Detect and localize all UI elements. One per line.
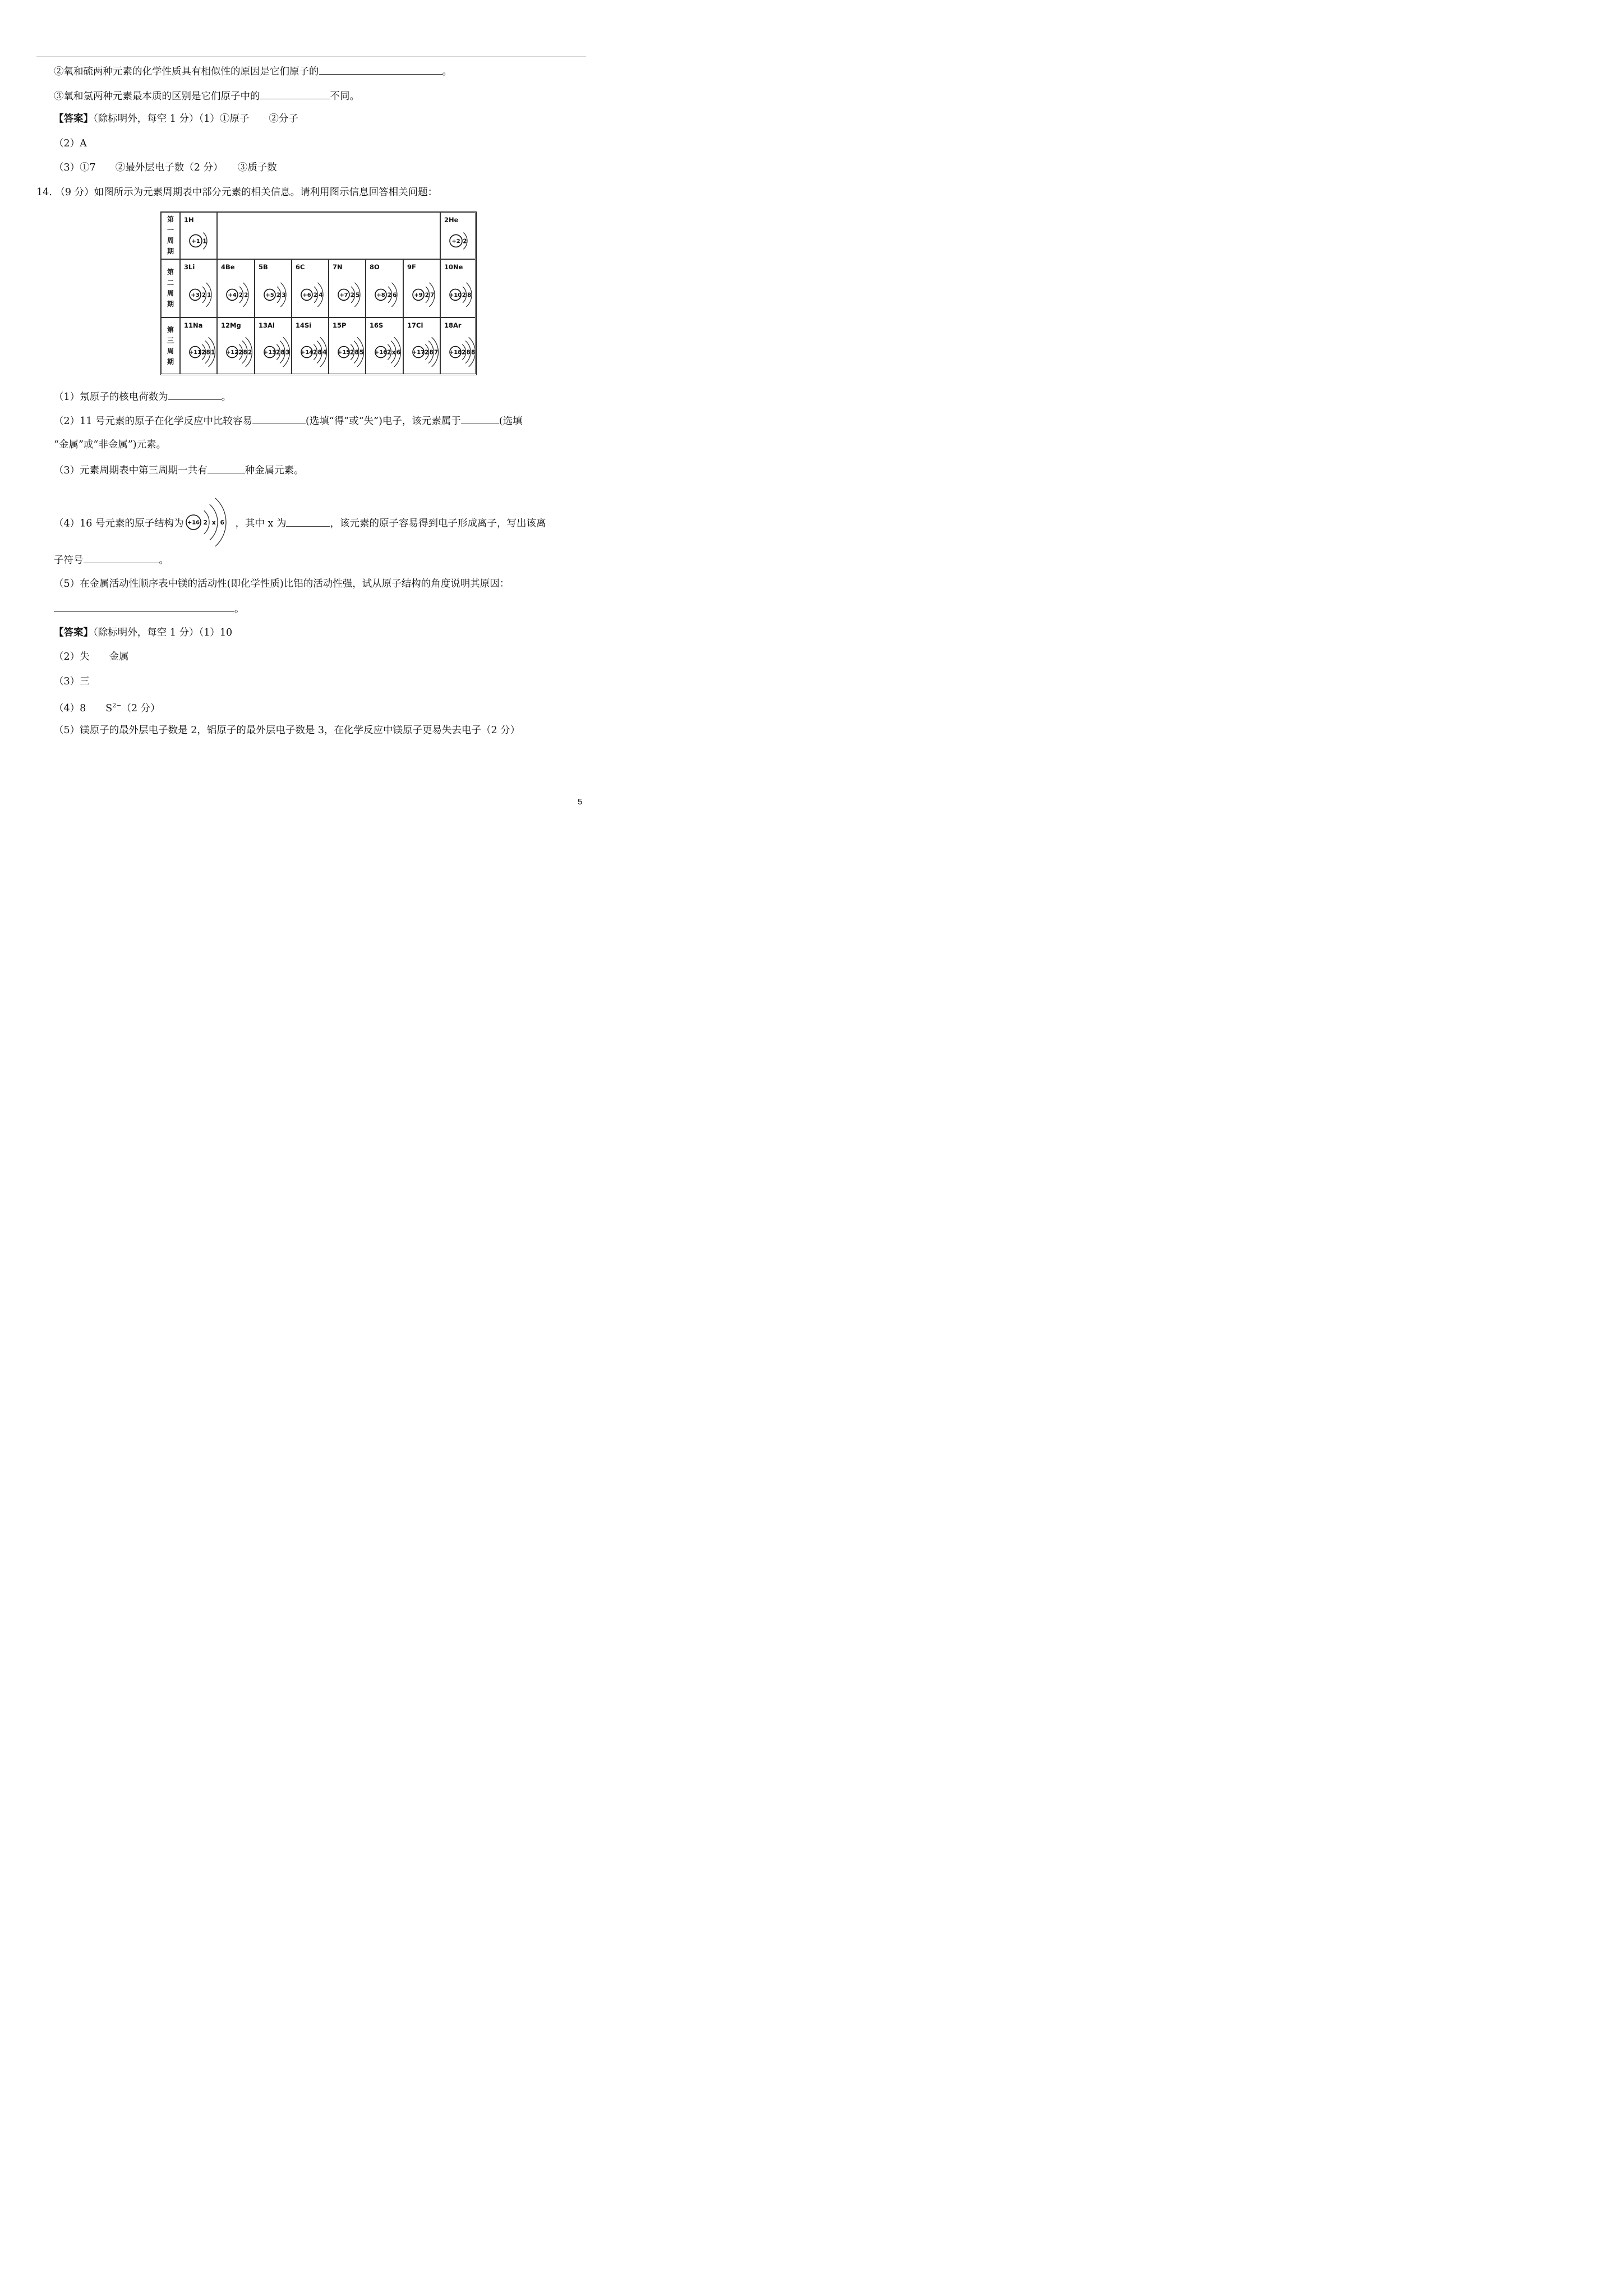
q14-2-text-c: (选填	[499, 416, 523, 427]
shell-electron-count: 2	[313, 349, 317, 356]
atom-structure-diagram	[329, 318, 365, 374]
element-cell	[403, 318, 440, 374]
period-label	[161, 318, 180, 374]
shell-electron-count: 6	[396, 349, 401, 356]
nuclear-charge: +5	[265, 292, 274, 298]
shell-electron-count: 2	[313, 292, 317, 299]
q13-answer-3: （3）①7 ②最外层电子数（2 分） ③质子数	[54, 162, 277, 173]
atom-structure-diagram	[441, 318, 475, 374]
nuclear-charge: +8	[376, 292, 385, 298]
answer-blank	[208, 463, 245, 473]
shell-electron-count: 7	[434, 349, 439, 356]
q14-5-cont	[54, 601, 245, 616]
element-cell	[440, 318, 476, 374]
shell-electron-count: 2	[462, 349, 466, 356]
element-symbol: 10Ne	[444, 263, 463, 271]
atom-structure-diagram	[404, 260, 440, 317]
atom-structure-diagram	[329, 260, 365, 317]
nuclear-charge: +11	[188, 349, 202, 356]
answer-text: （除标明外，每空 1 分）（1）10	[93, 627, 233, 638]
atom-structure-diagram	[181, 318, 216, 374]
q14-title: 14. （9 分）如图所示为元素周期表中部分元素的相关信息。请利用图示信息回答相关问题：	[36, 187, 438, 198]
nuclear-charge: +4	[228, 292, 237, 298]
shell-electron-count: 7	[430, 292, 435, 299]
shell-electron-count: 5	[356, 292, 360, 299]
shell-electron-count: 6	[393, 292, 397, 299]
atom-structure-diagram	[181, 260, 216, 317]
nuclear-charge: +16	[374, 349, 388, 356]
q14-answer-4	[54, 699, 160, 715]
q13-line-2	[54, 63, 452, 79]
element-cell	[217, 318, 255, 374]
atom-structure-diagram	[218, 260, 254, 317]
shell-electron-count: 8	[466, 349, 471, 356]
nuclear-charge: +10	[449, 292, 462, 298]
punct: 。	[442, 66, 452, 77]
nuclear-charge: +12	[225, 349, 239, 356]
q13-line-3	[54, 88, 359, 103]
period-label	[161, 259, 180, 318]
period-label-char: 三	[167, 336, 174, 344]
q14-4-text-c: ，该元素的原子容易得到电子形成离子，写出该离	[330, 518, 546, 530]
atom-structure-diagram	[292, 318, 328, 374]
q14-2-cont: “金属”或“非金属”)元素。	[54, 439, 167, 450]
shell-electron-count: 3	[282, 292, 286, 299]
element-symbol: 16S	[370, 321, 384, 329]
atom-structure-diagram	[366, 318, 403, 374]
element-cell	[366, 318, 403, 374]
period-label-char: 周	[167, 289, 174, 297]
period-label-char: 期	[167, 357, 174, 366]
q14-3-text-b: 种金属元素。	[245, 465, 304, 476]
q14-1-text: （1）氖原子的核电荷数为	[54, 392, 168, 403]
element-symbol: 14Si	[296, 321, 312, 329]
element-cell	[255, 318, 292, 374]
shell-electron-count: 2	[238, 349, 243, 356]
shell-electron-count: 8	[280, 349, 285, 356]
answer-tag: 【答案】	[54, 627, 93, 638]
atom-structure-diagram	[292, 260, 328, 317]
shell-electron-count: 2	[350, 349, 354, 356]
shell-electron-count: 8	[317, 349, 322, 356]
period-label-char: 期	[167, 300, 174, 308]
q14-2	[54, 413, 523, 428]
element-cell	[292, 318, 329, 374]
period-label-char: 周	[167, 237, 174, 245]
shell-electron-count: 6	[220, 519, 225, 526]
nuclear-charge: +13	[263, 349, 276, 356]
shell-electron-count: 8	[206, 349, 210, 356]
q14-4-text-a: （4）16 号元素的原子结构为	[54, 518, 184, 530]
answer-tag: 【答案】	[54, 113, 93, 125]
nuclear-charge: +9	[414, 292, 423, 298]
nuclear-charge: +7	[339, 292, 348, 298]
element-cell	[403, 259, 440, 318]
q14-answer-1	[54, 626, 232, 639]
period-label-char: 第	[167, 325, 174, 334]
answer-blank	[84, 553, 159, 563]
shell-electron-count: 2	[244, 292, 248, 299]
element-cell	[440, 212, 476, 259]
element-cell	[217, 259, 255, 318]
nuclear-charge: +18	[449, 349, 462, 356]
element-symbol: 8O	[370, 263, 380, 271]
answer-blank	[461, 413, 499, 424]
nuclear-charge: +2	[451, 238, 460, 245]
shell-electron-count: 8	[354, 349, 359, 356]
atom-structure-diagram	[441, 213, 475, 259]
shell-electron-count: 8	[467, 292, 472, 299]
q14-4-text-b: ，其中 x 为	[235, 518, 287, 530]
element-cell	[255, 259, 292, 318]
shell-electron-count: 4	[319, 292, 323, 299]
shell-electron-count: 2	[425, 292, 429, 299]
punct: 不同。	[330, 91, 359, 102]
atom-structure-diagram	[255, 260, 291, 317]
shell-electron-count: 4	[322, 349, 327, 356]
atom-structure-diagram	[441, 260, 475, 317]
q14-5: （5）在金属活动性顺序表中镁的活动性(即化学性质)比铝的活动性强，试从原子结构的角度说明其原因：	[54, 578, 510, 590]
shell-electron-count: 2	[425, 349, 429, 356]
nuclear-charge: +6	[302, 292, 311, 298]
punct: 。	[234, 604, 245, 615]
shell-electron-count: 2	[387, 349, 391, 356]
answer-blank	[252, 413, 306, 424]
q14-3-text-a: （3）元素周期表中第三周期一共有	[54, 465, 208, 476]
answer-blank	[286, 516, 330, 527]
shell-electron-count: 2	[201, 292, 206, 299]
element-cell	[329, 318, 366, 374]
shell-electron-count: 2	[276, 349, 280, 356]
punct: 。	[159, 555, 169, 566]
answer-blank	[260, 88, 330, 99]
punct: 。	[221, 392, 232, 403]
period-label-char: 第	[167, 268, 174, 276]
period-label-char: 周	[167, 347, 174, 355]
shell-electron-count: 1	[211, 349, 215, 356]
shell-electron-count: 2	[387, 292, 391, 299]
atom-structure-diagram	[366, 260, 403, 317]
element-symbol: 2He	[444, 216, 459, 224]
element-symbol: 13Al	[259, 321, 275, 329]
shell-electron-count: 1	[202, 238, 207, 245]
nuclear-charge: +3	[191, 292, 200, 298]
ion-charge: 2−	[112, 702, 122, 709]
element-symbol: 1H	[184, 216, 194, 224]
element-cell	[180, 318, 217, 374]
element-cell	[440, 259, 476, 318]
shell-electron-count: 2	[204, 519, 208, 526]
shell-electron-count: 2	[238, 292, 243, 299]
answer-text: （2 分）	[121, 702, 160, 714]
element-cell	[180, 259, 217, 318]
q14-2-text-b: (选填“得”或“失”)电子，该元素属于	[305, 416, 461, 427]
q13-2-text: ②氧和硫两种元素的化学性质具有相似性的原因是它们原子的	[54, 66, 319, 77]
q13-answer-2: （2）A	[54, 138, 87, 149]
element-cell	[366, 259, 403, 318]
q14-2-text-a: （2）11 号元素的原子在化学反应中比较容易	[54, 416, 252, 427]
shell-electron-count: 2	[462, 292, 466, 299]
element-cell	[292, 259, 329, 318]
page-number: 5	[578, 797, 583, 807]
empty-period-span	[217, 212, 440, 259]
answer-text: （除标明外，每空 1 分）（1）①原子 ②分子	[93, 113, 298, 125]
shell-electron-count: 2	[201, 349, 206, 356]
nuclear-charge: +16	[187, 519, 200, 526]
element-symbol: 12Mg	[221, 321, 241, 329]
shell-electron-count: 2	[248, 349, 252, 356]
shell-electron-count: 8	[429, 349, 434, 356]
element-symbol: 11Na	[184, 321, 203, 329]
atom-structure-diagram	[181, 213, 216, 259]
element-symbol: 18Ar	[444, 321, 462, 329]
answer-blank	[319, 63, 442, 75]
element-symbol: 5B	[259, 263, 268, 271]
q14-4-text-d: 子符号	[54, 555, 84, 566]
answer-text: （4）8 S	[54, 702, 113, 714]
element-cell	[329, 259, 366, 318]
q14-4-cont	[54, 553, 169, 567]
shell-electron-count: 2	[463, 238, 467, 245]
element-symbol: 6C	[296, 263, 305, 271]
period-label	[161, 212, 180, 259]
period-label-char: 期	[167, 247, 174, 255]
atom-structure-diagram	[218, 318, 254, 374]
sulfur-atom-diagram	[183, 505, 235, 540]
element-symbol: 17Cl	[407, 321, 423, 329]
element-symbol: 9F	[407, 263, 416, 271]
shell-electron-count: 8	[243, 349, 247, 356]
shell-electron-count: 5	[359, 349, 364, 356]
atom-structure-diagram	[255, 318, 291, 374]
element-symbol: 7N	[333, 263, 343, 271]
q14-answer-5: （5）镁原子的最外层电子数是 2，铝原子的最外层电子数是 3，在化学反应中镁原子更易失去电子（2 分）	[54, 725, 520, 736]
nuclear-charge: +1	[191, 238, 200, 245]
q14-3	[54, 463, 304, 477]
atom-structure-diagram	[183, 505, 235, 540]
nuclear-charge: +14	[300, 349, 313, 356]
shell-electron-count: 2	[350, 292, 354, 299]
q14-1	[54, 389, 231, 404]
q14-answer-3: （3）三	[54, 676, 90, 687]
periodic-table-figure	[160, 211, 477, 375]
shell-electron-count: x	[212, 519, 216, 526]
nuclear-charge: +15	[337, 349, 351, 356]
q14-answer-2: （2）失 金属	[54, 651, 129, 662]
shell-electron-count: 8	[471, 349, 476, 356]
answer-blank	[54, 601, 234, 612]
period-label-char: 一	[167, 226, 174, 234]
shell-electron-count: x	[391, 349, 396, 356]
answer-blank	[168, 389, 222, 400]
q13-3-text: ③氧和氯两种元素最本质的区别是它们原子中的	[54, 91, 260, 102]
element-symbol: 4Be	[221, 263, 235, 271]
shell-electron-count: 2	[276, 292, 280, 299]
atom-structure-diagram	[404, 318, 440, 374]
element-symbol: 15P	[333, 321, 347, 329]
period-label-char: 二	[167, 279, 174, 287]
nuclear-charge: +17	[412, 349, 425, 356]
q14-4	[54, 507, 546, 541]
shell-electron-count: 1	[207, 292, 211, 299]
q13-answer-1	[54, 112, 298, 126]
period-label-char: 第	[167, 215, 174, 223]
shell-electron-count: 3	[285, 349, 290, 356]
element-symbol: 3Li	[184, 263, 195, 271]
element-cell	[180, 212, 217, 259]
